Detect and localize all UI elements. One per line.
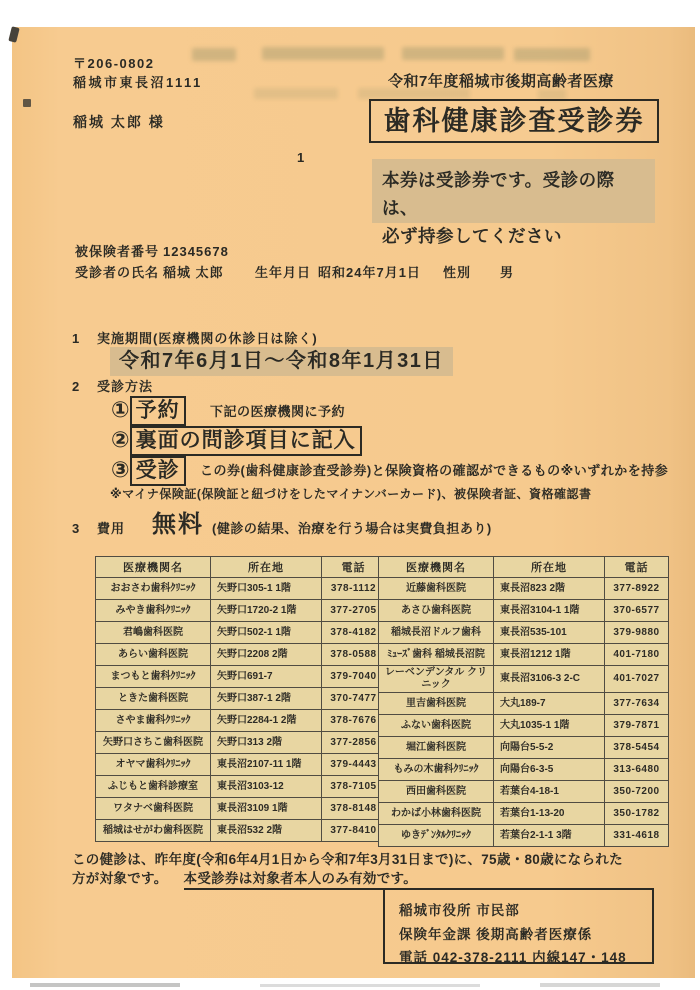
clinic-phone: 377-7634 (605, 693, 669, 715)
clinic-address: 東長沼823 2階 (494, 578, 605, 600)
step3 (111, 456, 186, 486)
office-line-2: 保険年金課 後期高齢者医療係 (399, 926, 593, 942)
bleed-through-mark (254, 88, 338, 99)
clinic-phone: 379-7040 (322, 666, 386, 688)
birthdate-label: 生年月日 (255, 265, 312, 280)
column-header-phone: 電話 (605, 557, 669, 578)
table-row (96, 644, 386, 666)
step3-number: ③ (111, 457, 130, 482)
section1-title: 実施期間(医療機関の休診日は除く) (97, 331, 318, 346)
table-row (96, 600, 386, 622)
notice-line-2: 必ず持参してください (382, 226, 562, 246)
clinic-address: 矢野口691-7 (211, 666, 322, 688)
clinic-address: 若葉台2-1-1 3階 (494, 825, 605, 847)
clinic-name: レーベンデンタル クリニック (379, 666, 494, 693)
patient-name-value: 稲城 太郎 (163, 265, 224, 280)
step3-footnote: ※マイナ保険証(保険証と紐づけをしたマイナンバーカード)、被保険者証、資格確認書 (110, 487, 592, 501)
bleed-through-mark (514, 48, 590, 61)
clinic-address: 向陽台5-5-2 (494, 737, 605, 759)
table-row (96, 798, 386, 820)
clinic-phone: 313-6480 (605, 759, 669, 781)
clinic-address: 向陽台6-3-5 (494, 759, 605, 781)
table-row (96, 776, 386, 798)
clinic-name: あらい歯科医院 (96, 644, 211, 666)
clinic-phone: 378-4182 (322, 622, 386, 644)
clinic-name: ﾐｭｰｽﾞ歯科 稲城長沼院 (379, 644, 494, 666)
office-line-1: 稲城市役所 市民部 (399, 903, 520, 918)
sex-label: 性別 (443, 265, 472, 280)
recipient-address: 稲城市東長沼1111 (73, 75, 203, 90)
clinic-address: 東長沼532 2階 (211, 820, 322, 842)
table-row (96, 754, 386, 776)
column-header-address: 所在地 (211, 557, 322, 578)
step1-number: ① (111, 397, 130, 422)
table-row (379, 600, 669, 622)
table-row (96, 688, 386, 710)
table-row (379, 578, 669, 600)
clinic-address: 東長沼535-101 (494, 622, 605, 644)
clinic-name: もみの木歯科ｸﾘﾆｯｸ (379, 759, 494, 781)
section2-title: 受診方法 (97, 379, 154, 394)
clinic-phone: 401-7180 (605, 644, 669, 666)
scan-artifact (23, 99, 31, 107)
clinic-address: 矢野口502-1 1階 (211, 622, 322, 644)
eligibility-line-1: この健診は、昨年度(令和6年4月1日から令和7年3月31日まで)に、75歳・80歳になられた (72, 852, 623, 867)
clinic-address: 若葉台1-13-20 (494, 803, 605, 825)
section3-title: 費用 (97, 521, 126, 536)
clinic-phone: 378-7676 (322, 710, 386, 732)
clinic-address: 矢野口387-1 2階 (211, 688, 322, 710)
clinic-phone: 378-7105 (322, 776, 386, 798)
step3-box: 受診 (130, 456, 186, 486)
clinic-address: 若葉台4-18-1 (494, 781, 605, 803)
clinic-phone: 378-1112 (322, 578, 386, 600)
clinic-phone: 350-1782 (605, 803, 669, 825)
bleed-through-mark (262, 47, 384, 60)
program-title: 令和7年度稲城市後期高齢者医療 (388, 73, 614, 90)
clinic-name: 近藤歯科医院 (379, 578, 494, 600)
section1-number: 1 (72, 331, 81, 346)
clinic-phone: 377-2705 (322, 600, 386, 622)
clinic-name: 西田歯科医院 (379, 781, 494, 803)
clinic-address: 矢野口2208 2階 (211, 644, 322, 666)
recipient-postal-code: 〒206-0802 (73, 56, 155, 71)
exam-period: 令和7年6月1日〜令和8年1月31日 (110, 347, 453, 376)
clinic-address: 大丸189-7 (494, 693, 605, 715)
eligibility-line-2-normal: 方が対象です。 (72, 871, 168, 886)
eligibility-line-2 (72, 872, 417, 886)
clinic-phone: 377-8410 (322, 820, 386, 842)
table-row (96, 710, 386, 732)
step2 (111, 426, 362, 456)
scan-artifact (260, 984, 480, 987)
clinic-name: おおさわ歯科ｸﾘﾆｯｸ (96, 578, 211, 600)
clinic-name: 堀江歯科医院 (379, 737, 494, 759)
step1-note: 下記の医療機関に予約 (210, 404, 346, 419)
section2-number: 2 (72, 379, 81, 394)
bleed-through-mark (402, 47, 504, 60)
table-row (379, 803, 669, 825)
clinic-name: ゆきﾃﾞﾝﾀﾙｸﾘﾆｯｸ (379, 825, 494, 847)
step2-box: 裏面の問診項目に記入 (130, 426, 362, 456)
step3-note: この券(歯科健康診査受診券)と保険資格の確認ができるもの※いずれかを持参 (200, 463, 669, 478)
table-row (379, 644, 669, 666)
table-row (379, 737, 669, 759)
clinic-table-right (378, 556, 669, 847)
cost-note: (健診の結果、治療を行う場合は実費負担あり) (212, 521, 492, 536)
step1 (111, 396, 186, 426)
table-header-row (96, 557, 386, 578)
insured-number-value: 12345678 (163, 244, 229, 259)
clinic-address: 東長沼3103-12 (211, 776, 322, 798)
clinic-name: まつもと歯科ｸﾘﾆｯｸ (96, 666, 211, 688)
clinic-address: 東長沼3106-3 2-C (494, 666, 605, 693)
clinic-address: 矢野口1720-2 1階 (211, 600, 322, 622)
clinic-address: 東長沼3109 1階 (211, 798, 322, 820)
eligibility-line-2-underlined: 本受診券は対象者本人のみ有効です。 (184, 871, 418, 890)
clinic-phone: 370-6577 (605, 600, 669, 622)
step2-number: ② (111, 427, 130, 452)
voucher-title: 歯科健康診査受診券 (383, 105, 645, 136)
clinic-address: 東長沼1212 1階 (494, 644, 605, 666)
column-header-clinic: 医療機関名 (96, 557, 211, 578)
clinic-phone: 377-2856 (322, 732, 386, 754)
clinic-phone: 401-7027 (605, 666, 669, 693)
clinic-name: ときた歯科医院 (96, 688, 211, 710)
page-number: 1 (297, 150, 305, 165)
clinic-phone: 379-4443 (322, 754, 386, 776)
clinic-address: 東長沼2107-11 1階 (211, 754, 322, 776)
clinic-phone: 377-8922 (605, 578, 669, 600)
column-header-address: 所在地 (494, 557, 605, 578)
clinic-phone: 350-7200 (605, 781, 669, 803)
clinic-name: みやき歯科ｸﾘﾆｯｸ (96, 600, 211, 622)
recipient-name: 稲城 太郎 様 (73, 114, 165, 130)
table-row (96, 666, 386, 688)
clinic-phone: 370-7477 (322, 688, 386, 710)
insured-number-label: 被保険者番号 (75, 244, 160, 259)
scan-artifact (30, 983, 180, 987)
table-row (96, 578, 386, 600)
table-row (96, 820, 386, 842)
table-row (379, 781, 669, 803)
office-contact-box (383, 888, 654, 964)
cost-free-label: 無料 (152, 511, 204, 538)
clinic-phone: 331-4618 (605, 825, 669, 847)
table-row (96, 732, 386, 754)
bleed-through-mark (192, 48, 236, 61)
patient-name-label: 受診者の氏名 (75, 265, 160, 280)
column-header-phone: 電話 (322, 557, 386, 578)
clinic-name: オヤマ歯科ｸﾘﾆｯｸ (96, 754, 211, 776)
clinic-phone: 378-8148 (322, 798, 386, 820)
clinic-phone: 379-9880 (605, 622, 669, 644)
table-row (379, 825, 669, 847)
clinic-phone: 378-5454 (605, 737, 669, 759)
table-row (379, 622, 669, 644)
clinic-name: ワタナベ歯科医院 (96, 798, 211, 820)
table-row (379, 666, 669, 693)
clinic-table-left (95, 556, 386, 842)
clinic-address: 矢野口313 2階 (211, 732, 322, 754)
clinic-name: さやま歯科ｸﾘﾆｯｸ (96, 710, 211, 732)
clinic-name: あさひ歯科医院 (379, 600, 494, 622)
notice-box (372, 159, 655, 246)
table-row (379, 715, 669, 737)
clinic-address: 矢野口305-1 1階 (211, 578, 322, 600)
clinic-name: 矢野口さちこ歯科医院 (96, 732, 211, 754)
notice-line-1: 本券は受診券です。受診の際は、 (382, 170, 615, 218)
scan-artifact (540, 983, 660, 987)
birthdate-value: 昭和24年7月1日 (318, 265, 421, 280)
clinic-name: ふじもと歯科診療室 (96, 776, 211, 798)
table-header-row (379, 557, 669, 578)
clinic-address: 大丸1035-1 1階 (494, 715, 605, 737)
step1-box: 予約 (130, 396, 186, 426)
clinic-name: 里吉歯科医院 (379, 693, 494, 715)
office-line-3: 電話 042-378-2111 内線147・148 (399, 950, 627, 966)
clinic-name: わかば小林歯科医院 (379, 803, 494, 825)
column-header-clinic: 医療機関名 (379, 557, 494, 578)
voucher-title-box (369, 99, 659, 143)
table-row (379, 693, 669, 715)
clinic-name: ふない歯科医院 (379, 715, 494, 737)
clinic-phone: 378-0588 (322, 644, 386, 666)
clinic-phone: 379-7871 (605, 715, 669, 737)
section3-number: 3 (72, 521, 81, 536)
clinic-name: 稲城はせがわ歯科医院 (96, 820, 211, 842)
clinic-name: 君嶋歯科医院 (96, 622, 211, 644)
clinic-name: 稲城長沼ドルフ歯科 (379, 622, 494, 644)
clinic-address: 東長沼3104-1 1階 (494, 600, 605, 622)
table-row (379, 759, 669, 781)
clinic-address: 矢野口2284-1 2階 (211, 710, 322, 732)
sex-value: 男 (500, 265, 515, 280)
table-row (96, 622, 386, 644)
